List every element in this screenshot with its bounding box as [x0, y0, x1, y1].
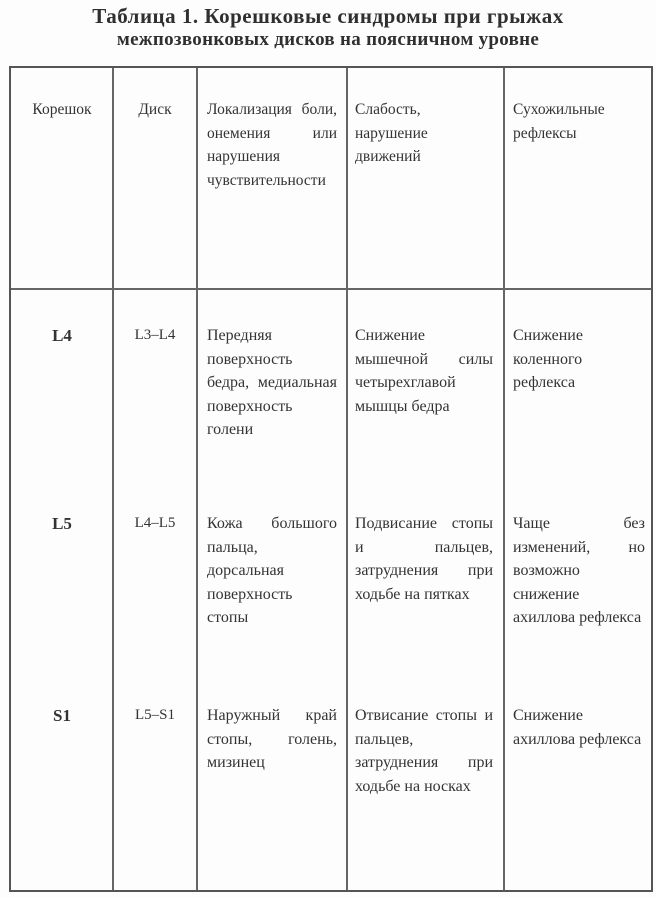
column-divider	[112, 68, 114, 890]
row-pain: Передняя поверхность бедра, медиальная поверхность голени	[207, 327, 337, 438]
header-weakness: Слабость, нарушение движений	[355, 101, 428, 165]
table-title	[0, 4, 656, 52]
row-weakness: Подвисание стопы и пальцев, затруднения при ходьбе на пятках	[355, 515, 493, 603]
row-reflexes: Снижение ахиллова рефлекса	[513, 707, 642, 748]
row-reflexes: Чаще без изменений, но возможно снижение ахиллова рефлекса	[513, 515, 645, 626]
row-disc: L5–S1	[134, 707, 175, 723]
header-root: Корешок	[32, 101, 92, 118]
header-reflexes: Сухожильные рефлексы	[513, 101, 605, 142]
row-disc: L3–L4	[134, 327, 176, 343]
header-disc: Диск	[138, 101, 172, 118]
row-root: L5	[52, 514, 72, 533]
syndromes-table	[9, 66, 653, 892]
row-reflexes: Снижение коленного рефлекса	[513, 327, 583, 391]
column-divider	[196, 68, 198, 890]
row-root: L4	[52, 326, 72, 345]
row-pain: Кожа большого пальца, дорсальная поверхность стопы	[207, 515, 337, 626]
row-weakness: Снижение мышечной силы четырехглавой мышцы бедра	[355, 327, 493, 415]
column-divider	[346, 68, 348, 890]
row-disc: L4–L5	[134, 515, 176, 531]
header-divider	[11, 288, 651, 290]
row-weakness: Отвисание стопы и пальцев, затруднения при ходьбе на носках	[355, 707, 493, 795]
column-divider	[503, 68, 505, 890]
header-pain-location: Локализация боли, онемения или нарушения чувствительности	[207, 101, 337, 189]
row-pain: Наружный край стопы, голень, мизинец	[207, 707, 337, 771]
row-root: S1	[53, 706, 71, 725]
title-line-2: межпозвонковых дисков на поясничном уровне	[116, 29, 540, 50]
title-line-1: Таблица 1. Корешковые синдромы при грыжах	[92, 4, 564, 28]
